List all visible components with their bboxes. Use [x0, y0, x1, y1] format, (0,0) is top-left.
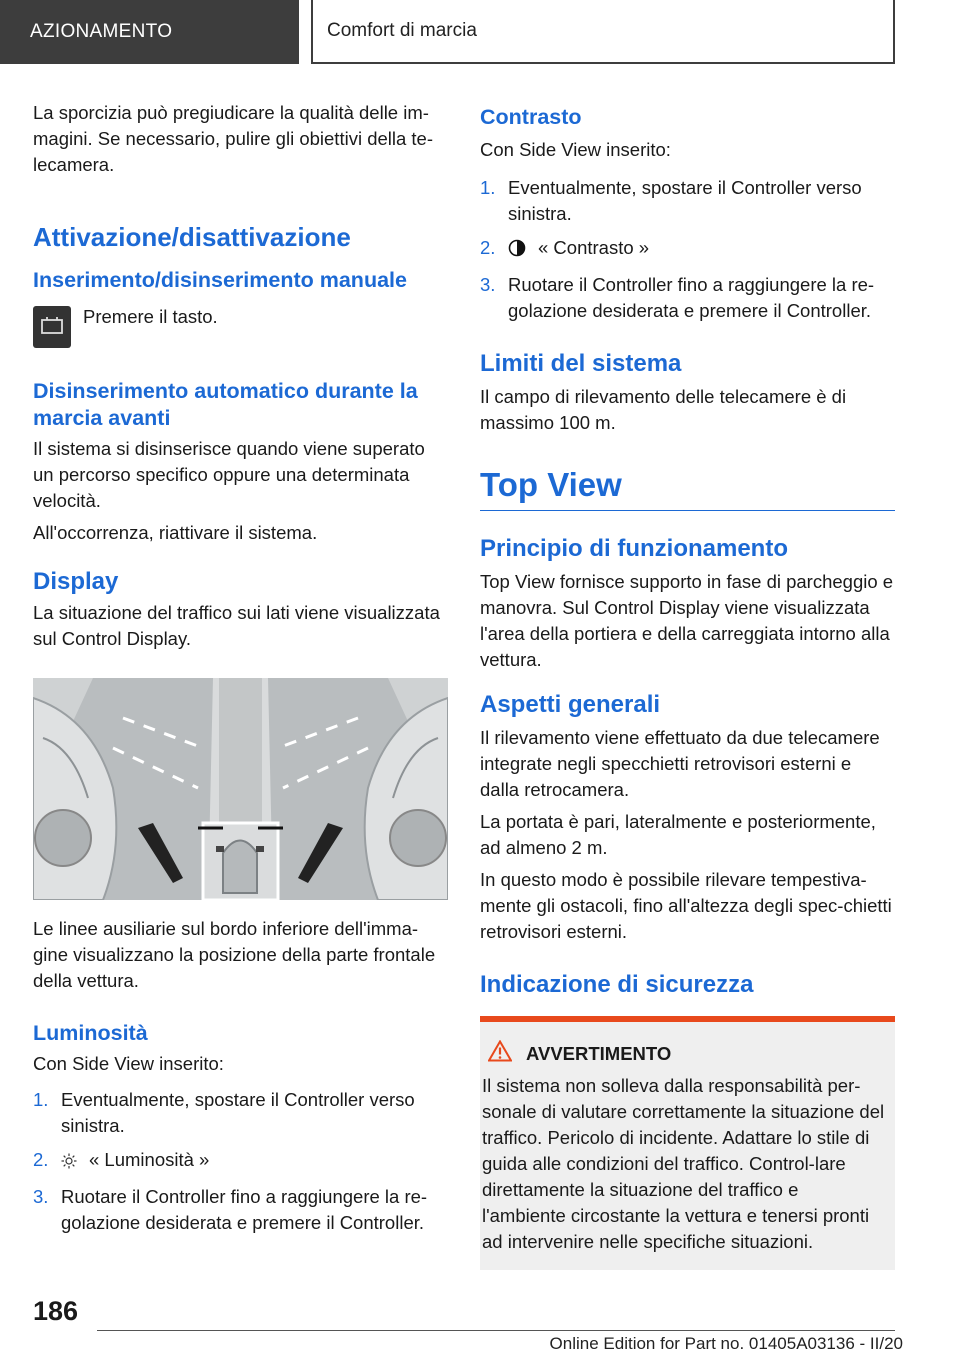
general-text-2: La portata è pari, lateralmente e posteriormente, ad almeno 2 m. [480, 811, 876, 858]
heading-contrast: Contrasto [480, 105, 582, 129]
contrast-steps [480, 175, 895, 324]
heading-activation: Attivazione/disattivazione [33, 222, 351, 252]
heading-safety: Indicazione di sicurezza [480, 971, 754, 998]
heading-manual: Inserimento/disinserimento manuale [33, 268, 407, 292]
heading-display: Display [33, 568, 119, 595]
warning-title: AVVERTIMENTO [526, 1042, 672, 1064]
title-top-view: Top View [480, 466, 622, 503]
list-item: 1. Eventualmente, spostare il Controller verso sinistra. [33, 1089, 415, 1136]
brightness-intro: Con Side View inserito: [33, 1053, 224, 1074]
title-rule [480, 510, 895, 511]
footer-edition: Online Edition for Part no. 01405A03136 - II/20 [549, 1334, 903, 1353]
side-view-button-icon [33, 306, 71, 348]
right-column [480, 100, 895, 999]
list-item: 2. « Contrasto » [480, 235, 895, 264]
warning-box [480, 1016, 895, 1270]
section-tab: AZIONAMENTO [0, 0, 299, 64]
intro-paragraph: La sporcizia può pregiudicare la qualità delle im-magini. Se necessario, pulire gli obiettivi della te-lecamera. [33, 102, 434, 175]
heading-principle: Principio di funzionamento [480, 535, 788, 562]
heading-brightness: Luminosità [33, 1021, 148, 1045]
warning-text: Il sistema non solleva dalla responsabilità per-sonale di valutare correttamente la situazione del traffico. Pericolo di incidente. Adattare lo stile di guida alle condizioni del traffico. Control-lare direttamente la situazione del traffico e l'ambiente circostante la vettura e tenersi pronti ad intervenire nelle specifiche situazioni. [482, 1075, 885, 1252]
list-item: 3. Ruotare il Controller fino a raggiungere la re-golazione desiderata e premere il Controller. [480, 274, 875, 321]
list-item: 3. Ruotare il Controller fino a raggiungere la re-golazione desiderata e premere il Controller. [33, 1186, 428, 1233]
side-view-illustration [33, 678, 448, 900]
general-text-3: In questo modo è possibile rilevare tempestiva-mente gli ostacoli, fino all'altezza degli spec-chietti retrovisori esterni. [480, 869, 892, 942]
general-text-1: Il rilevamento viene effettuato da due telecamere integrate negli specchietti retrovisori esterni e dalla retrocamera. [480, 727, 880, 800]
heading-limits: Limiti del sistema [480, 350, 682, 377]
left-column [33, 100, 448, 1236]
contrast-intro: Con Side View inserito: [480, 139, 671, 160]
auto-off-text: Il sistema si disinserisce quando viene superato un percorso specifico oppure una determinata velocità. [33, 438, 425, 511]
list-item: 2. « Luminosità » [33, 1147, 448, 1176]
display-text: La situazione del traffico sui lati viene visualizzata sul Control Display. [33, 602, 440, 649]
limits-text: Il campo di rilevamento delle telecamere è di massimo 100 m. [480, 386, 847, 433]
brightness-icon [61, 1150, 77, 1176]
chapter-title: Comfort di marcia [311, 0, 895, 64]
contrast-icon [508, 238, 526, 264]
illustration-caption: Le linee ausiliarie sul bordo inferiore dell'imma-gine visualizzano la posizione della parte frontale della vettura. [33, 918, 436, 991]
page-number: 186 [33, 1296, 79, 1326]
press-button-text: Premere il tasto. [83, 306, 218, 327]
warning-triangle-icon [488, 1040, 512, 1067]
footer-rule [97, 1330, 895, 1331]
heading-general: Aspetti generali [480, 691, 661, 718]
button-instruction [33, 306, 448, 354]
brightness-steps [33, 1087, 448, 1236]
principle-text: Top View fornisce supporto in fase di parcheggio e manovra. Sul Control Display viene visualizzata l'area della portiera e della carreggiata intorno alla vettura. [480, 571, 894, 670]
heading-auto-off: Disinserimento automatico durante la marcia avanti [33, 379, 418, 430]
list-item: 1. Eventualmente, spostare il Controller verso sinistra. [480, 177, 862, 224]
auto-off-note: All'occorrenza, riattivare il sistema. [33, 522, 318, 543]
